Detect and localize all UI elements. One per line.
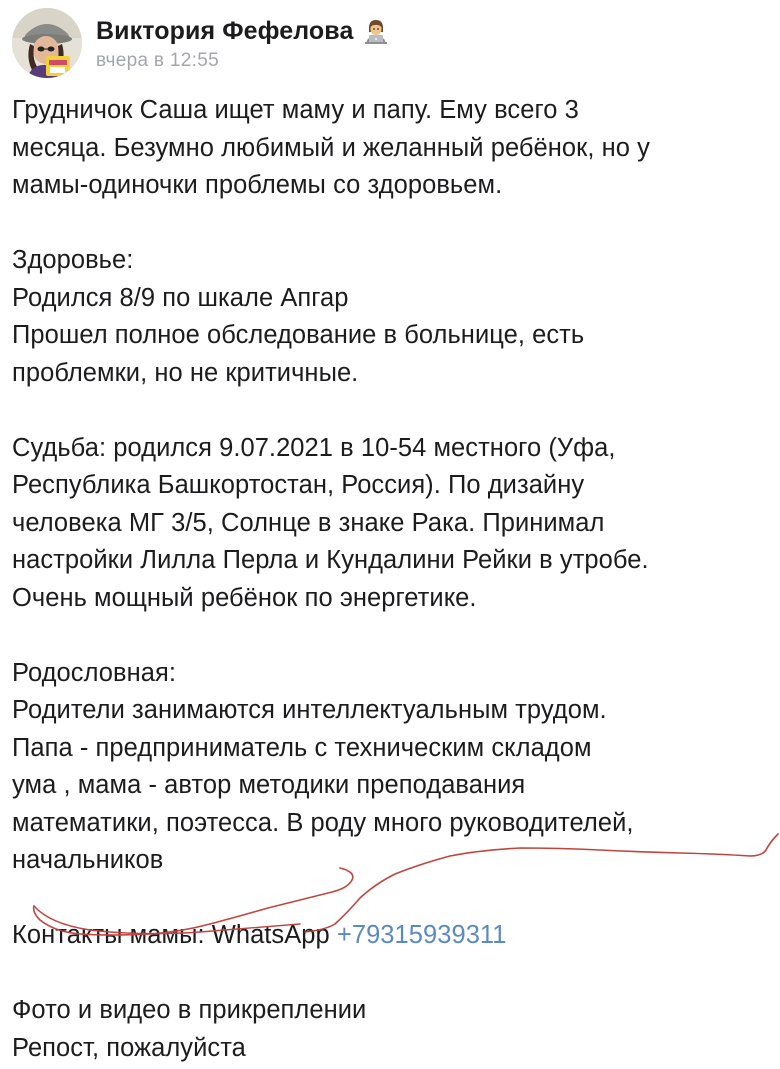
contacts-label: Контакты мамы: WhatsApp [12,921,337,949]
text-line: Родился 8/9 по шкале Апгар [12,283,349,312]
paragraph-gap [12,392,772,430]
author-line [96,14,389,48]
destiny-paragraph [12,430,772,618]
contacts-paragraph [12,917,772,955]
text-line: ума , мама - автор методики преподавания [12,771,526,799]
author-name[interactable]: Виктория Фефелова [96,16,354,45]
text-line: Родители занимаются интеллектуальным трудом. [12,696,607,724]
text-line: настройки Лилла Перла и Кундалини Рейки в утробе. [12,546,649,574]
health-paragraph [12,242,772,392]
text-line: Папа - предприниматель с техническим складом [12,733,592,762]
avatar-image [12,8,82,78]
text-line: Прошел полное обследование в больнице, есть [12,321,585,349]
text-line: месяца. Безумно любимый и желанный ребёнок, но у [12,133,650,162]
text-line: начальников [12,846,164,874]
phone-link[interactable]: +79315939311 [336,921,507,949]
text-line: Грудничок Саша ищет маму и папу. Ему всего 3 [12,96,579,124]
intro-paragraph [12,92,772,205]
health-heading: Здоровье: [12,246,134,274]
paragraph-gap [12,617,772,655]
paragraph-gap [12,205,772,243]
post-header [12,8,389,78]
text-line: Фото и видео в прикреплении [12,996,367,1024]
paragraph-gap [12,880,772,918]
text-line: Судьба: родился 9.07.2021 в 10-54 местного (Уфа, [12,433,616,462]
footer-paragraph [12,992,772,1067]
text-line: мамы-одиночки проблемы со здоровьем. [12,171,503,199]
pedigree-heading: Родословная: [12,658,176,687]
post-text [12,92,772,1067]
author-block [96,8,389,72]
pedigree-paragraph [12,655,772,880]
text-line: проблемки, но не критичные. [12,358,359,387]
woman-technologist-icon [363,18,389,44]
text-line: математики, поэтесса. В роду много руководителей, [12,808,634,837]
text-line: Республика Башкортостан, Россия). По дизайну [12,471,585,499]
text-line: Очень мощный ребёнок по энергетике. [12,583,477,612]
avatar[interactable] [12,8,82,78]
post-timestamp[interactable]: вчера в 12:55 [96,50,219,71]
text-line: человека МГ 3/5, Солнце в знаке Рака. Принимал [12,508,605,537]
paragraph-gap [12,955,772,993]
contacts-line [12,917,772,955]
text-line: Репост, пожалуйста [12,1033,246,1062]
